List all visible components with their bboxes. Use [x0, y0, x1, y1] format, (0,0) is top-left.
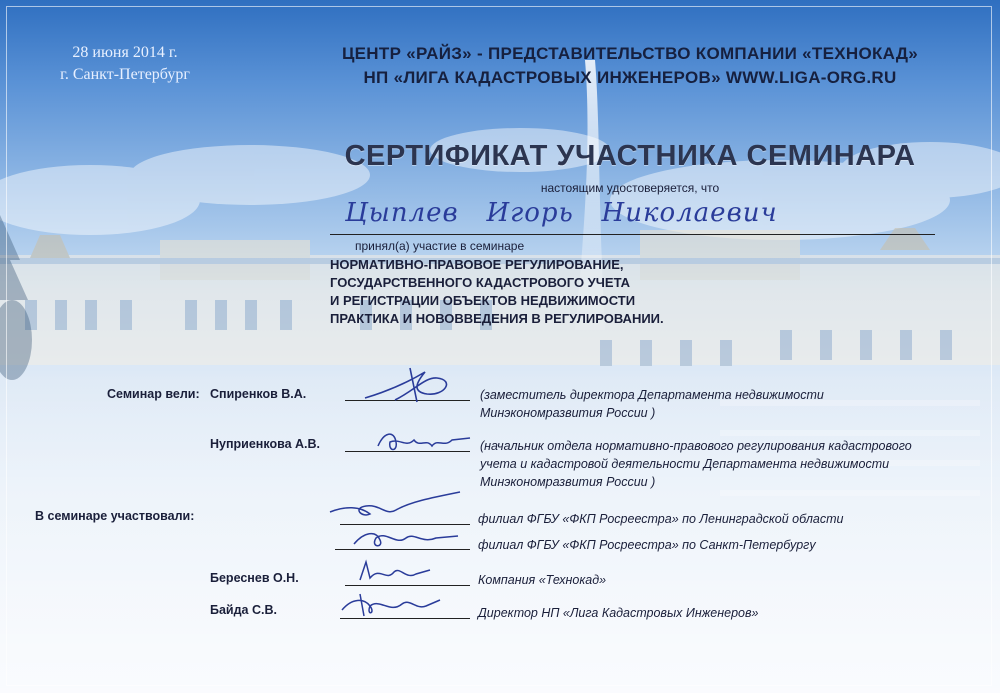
date-text: 28 июня 2014 г.	[72, 44, 178, 61]
host-role	[480, 386, 980, 422]
organizer-line-1: ЦЕНТР «РАЙЗ» - ПРЕДСТАВИТЕЛЬСТВО КОМПАНИИ «ТЕХНОКАД»	[341, 44, 919, 63]
topic-line: ПРАКТИКА И НОВОВВЕДЕНИЯ В РЕГУЛИРОВАНИИ.	[330, 311, 664, 326]
signature-icon	[355, 362, 475, 407]
host-role-line: Минэкономразвития России )	[480, 406, 656, 420]
host-role-line: Минэкономразвития России )	[480, 475, 656, 489]
host-role-line: (заместитель директора Департамента недвижимости	[480, 388, 824, 402]
participant-role: Директор НП «Лига Кадастровых Инженеров»	[478, 606, 759, 620]
participants-label: В семинаре участвовали:	[35, 509, 195, 523]
participant-name-handwritten: Цыплев Игорь Николаевич	[345, 198, 778, 228]
signature-icon	[350, 556, 440, 588]
topic-line: НОРМАТИВНО-ПРАВОВОЕ РЕГУЛИРОВАНИЕ,	[330, 257, 624, 272]
host-name: Спиренков В.А.	[210, 387, 307, 401]
topic-line: И РЕГИСТРАЦИИ ОБЪЕКТОВ НЕДВИЖИМОСТИ	[330, 293, 636, 308]
participant-role: Компания «Технокад»	[478, 573, 607, 587]
certificate-title: СЕРТИФИКАТ УЧАСТНИКА СЕМИНАРА	[344, 140, 916, 172]
took-part-text: принял(а) участие в семинаре	[355, 239, 525, 253]
signature-icon	[370, 424, 480, 458]
signature-icon	[340, 520, 470, 554]
host-role-line: (начальник отдела нормативно-правового регулирования кадастрового	[480, 439, 912, 453]
seminar-topic	[330, 256, 830, 328]
participant-name: Береснев О.Н.	[210, 571, 299, 585]
hosts-label: Семинар вели:	[107, 387, 200, 401]
name-underline	[330, 234, 935, 235]
signature-icon	[330, 588, 450, 622]
certifies-text: настоящим удостоверяется, что	[540, 181, 720, 195]
host-role-line: учета и кадастровой деятельности Департамента недвижимости	[480, 457, 890, 471]
topic-line: ГОСУДАРСТВЕННОГО КАДАСТРОВОГО УЧЕТА	[330, 275, 631, 290]
participant-role: филиал ФГБУ «ФКП Росреестра» по Санкт-Петербургу	[478, 538, 816, 552]
city-text: г. Санкт-Петербург	[60, 66, 190, 83]
host-name: Нуприенкова А.В.	[210, 437, 321, 451]
organizer-line-2: НП «ЛИГА КАДАСТРОВЫХ ИНЖЕНЕРОВ» WWW.LIGA-ORG.RU	[363, 68, 897, 87]
participant-name: Байда С.В.	[210, 603, 277, 617]
participant-role: филиал ФГБУ «ФКП Росреестра» по Ленинградской области	[478, 512, 844, 526]
host-role	[480, 437, 985, 491]
